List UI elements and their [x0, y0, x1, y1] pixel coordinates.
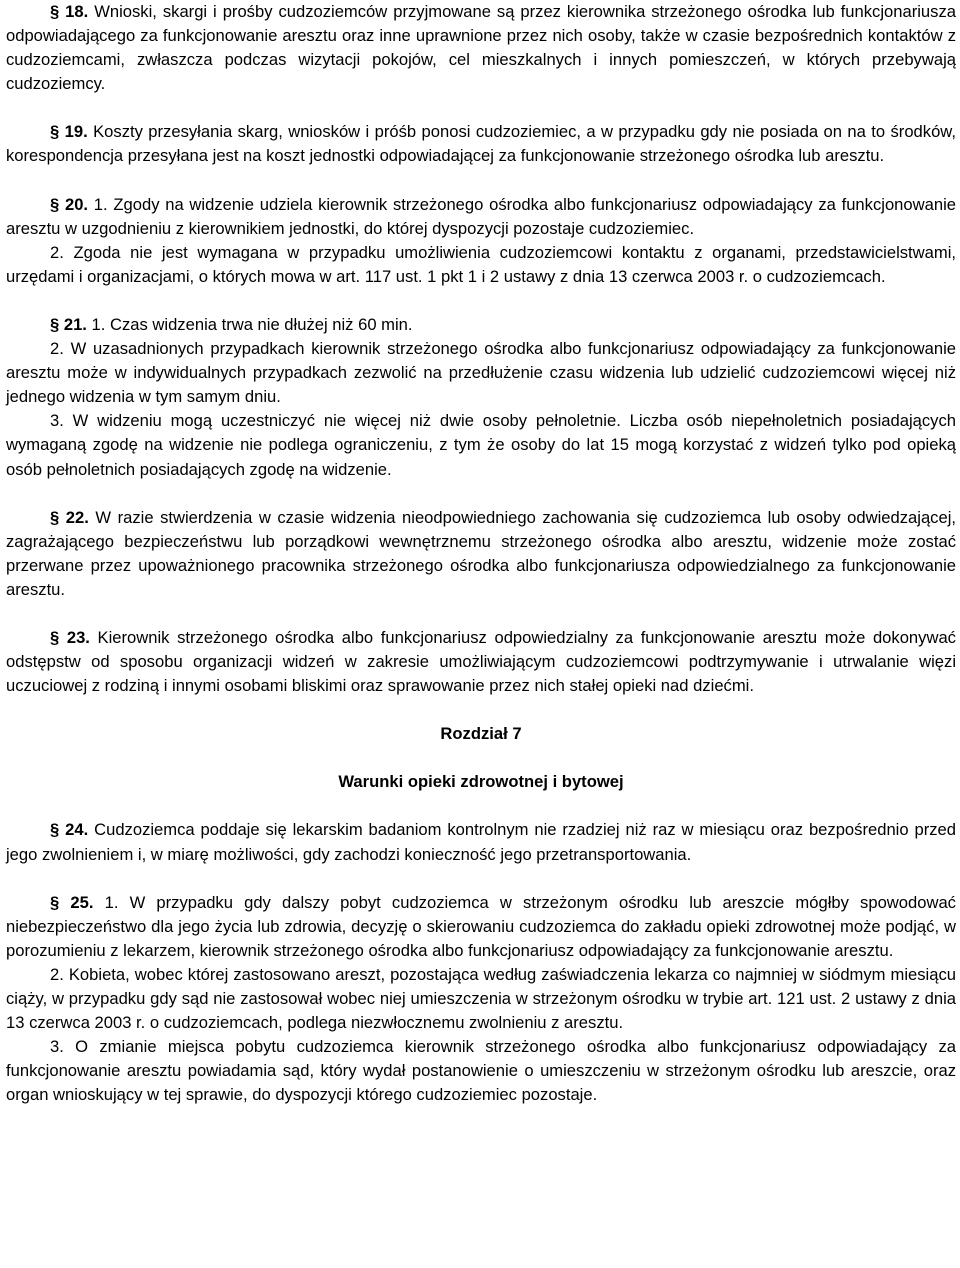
section-text: Cudzoziemca poddaje się lekarskim badaniom kontrolnym nie rzadziej niż raz w miesiącu oraz bezpośrednio przed jego zwolnieniem i, w miarę możliwości, gdy zachodzi konieczność jego przetransportowania.	[6, 820, 956, 864]
section-text: 1. Czas widzenia trwa nie dłużej niż 60 min.	[91, 314, 413, 334]
spacer	[6, 698, 956, 722]
section-25-paragraph-2	[6, 963, 956, 1035]
chapter-title: Rozdział 7	[440, 724, 522, 744]
section-18	[6, 0, 956, 96]
section-21-paragraph-2	[6, 337, 956, 409]
section-text: 1. W przypadku gdy dalszy pobyt cudzoziemca w strzeżonym ośrodku lub areszcie mógłby spowodować niebezpieczeństwo dla jego życia lub zdrowia, decyzję o skierowaniu cudzoziemca do zakładu opieki zdrowotnej może podjąć, w porozumieniu z lekarzem, kierownik strzeżonego ośrodka albo funkcjonariusz odpowiadający za funkcjonowanie aresztu.	[6, 892, 956, 960]
section-text: 3. W widzeniu mogą uczestniczyć nie więcej niż dwie osoby pełnoletnie. Liczba osób niepełnoletnich posiadających wymaganą zgodę na widzenie nie podlega ograniczeniu, z tym że osoby do lat 15 mogą korzystać z widzeń tylko pod opieką osób pełnoletnich posiadających zgodę na widzenie.	[6, 411, 956, 479]
chapter-subtitle: Warunki opieki zdrowotnej i bytowej	[338, 772, 624, 792]
section-number: § 21.	[50, 314, 87, 334]
section-text: 1. Zgody na widzenie udziela kierownik strzeżonego ośrodka albo funkcjonariusz odpowiadający za funkcjonowanie aresztu w uzgodnieniu z kierownikiem jednostki, do której dyspozycji pozostaje cudzoziemiec.	[6, 194, 956, 238]
section-number: § 24.	[50, 820, 89, 840]
section-number: § 23.	[50, 627, 90, 647]
section-text: W razie stwierdzenia w czasie widzenia nieodpowiedniego zachowania się cudzoziemca lub osoby odwiedzającej, zagrażającego bezpieczeństwu lub porządkowi wewnętrznemu strzeżonego ośrodka albo aresztu, widzenie może zostać przerwane przez upoważnionego pracownika strzeżonego ośrodka albo funkcjonariusza odpowiedzialnego za funkcjonowanie aresztu.	[6, 507, 956, 599]
section-21-paragraph-1	[6, 313, 956, 337]
section-number: § 20.	[50, 194, 89, 214]
section-text: 2. Zgoda nie jest wymagana w przypadku umożliwienia cudzoziemcowi kontaktu z organami, przedstawicielstwami, urzędami i organizacjami, o których mowa w art. 117 ust. 1 pkt 1 i 2 ustawy z dnia 13 czerwca 2003 r. o cudzoziemcach.	[6, 242, 956, 286]
section-24	[6, 818, 956, 866]
section-text: 2. W uzasadnionych przypadkach kierownik strzeżonego ośrodka albo funkcjonariusz odpowiadający za funkcjonowanie aresztu może w indywidualnych przypadkach zezwolić na przedłużenie czasu widzenia lub udzielić cudzoziemcowi więcej niż jednego widzenia w tym samym dniu.	[6, 339, 956, 407]
section-number: § 18.	[50, 2, 89, 21]
spacer	[6, 482, 956, 506]
section-number: § 19.	[50, 122, 88, 142]
section-23	[6, 626, 956, 698]
section-number: § 25.	[50, 892, 94, 912]
spacer	[6, 794, 956, 818]
section-20-paragraph-2	[6, 241, 956, 289]
section-25-paragraph-3	[6, 1035, 956, 1107]
section-text: 3. O zmianie miejsca pobytu cudzoziemca kierownik strzeżonego ośrodka albo funkcjonariusz odpowiadający za funkcjonowanie aresztu powiadamia sąd, który wydał postanowienie o umieszczeniu w strzeżonym ośrodku lub areszcie, oraz organ wnioskujący w tej sprawie, do dyspozycji którego cudzoziemiec pozostaje.	[6, 1037, 956, 1105]
spacer	[6, 602, 956, 626]
spacer	[6, 169, 956, 193]
spacer	[6, 746, 956, 770]
section-25-paragraph-1	[6, 891, 956, 963]
section-text: 2. Kobieta, wobec której zastosowano areszt, pozostająca według zaświadczenia lekarza co najmniej w siódmym miesiącu ciąży, w przypadku gdy sąd nie zastosował wobec niej umieszczenia w strzeżonym ośrodku w trybie art. 121 ust. 2 ustawy z dnia 13 czerwca 2003 r. o cudzoziemcach, podlega niezwłocznemu zwolnieniu z aresztu.	[6, 964, 956, 1033]
section-text: Kierownik strzeżonego ośrodka albo funkcjonariusz odpowiedzialny za funkcjonowanie aresztu może dokonywać odstępstw od sposobu organizacji widzeń w zakresie umożliwiającym cudzoziemcowi podtrzymywanie i utrwalanie więzi uczuciowej z rodziną i innymi osobami bliskimi oraz sprawowanie przez nich stałej opieki nad dziećmi.	[6, 627, 956, 696]
spacer	[6, 96, 956, 120]
spacer	[6, 289, 956, 313]
section-21-paragraph-3	[6, 409, 956, 481]
document-page	[6, 0, 956, 1107]
section-19	[6, 120, 956, 168]
section-text: Wnioski, skargi i prośby cudzoziemców przyjmowane są przez kierownika strzeżonego ośrodka lub funkcjonariusza odpowiadającego za funkcjonowanie aresztu oraz inne uprawnione przez nich osoby, także w czasie bezpośrednich kontaktów z cudzoziemcami, zwłaszcza podczas wizytacji pokojów, cel mieszkalnych i innych pomieszczeń, w których przebywają cudzoziemcy.	[6, 2, 956, 94]
section-number: § 22.	[50, 507, 89, 527]
section-text: Koszty przesyłania skarg, wniosków i próśb ponosi cudzoziemiec, a w przypadku gdy nie posiada on na to środków, korespondencja przesyłana jest na koszt jednostki odpowiadającej za funkcjonowanie strzeżonego ośrodka lub aresztu.	[6, 122, 956, 166]
section-20-paragraph-1	[6, 193, 956, 241]
spacer	[6, 867, 956, 891]
section-22	[6, 506, 956, 602]
